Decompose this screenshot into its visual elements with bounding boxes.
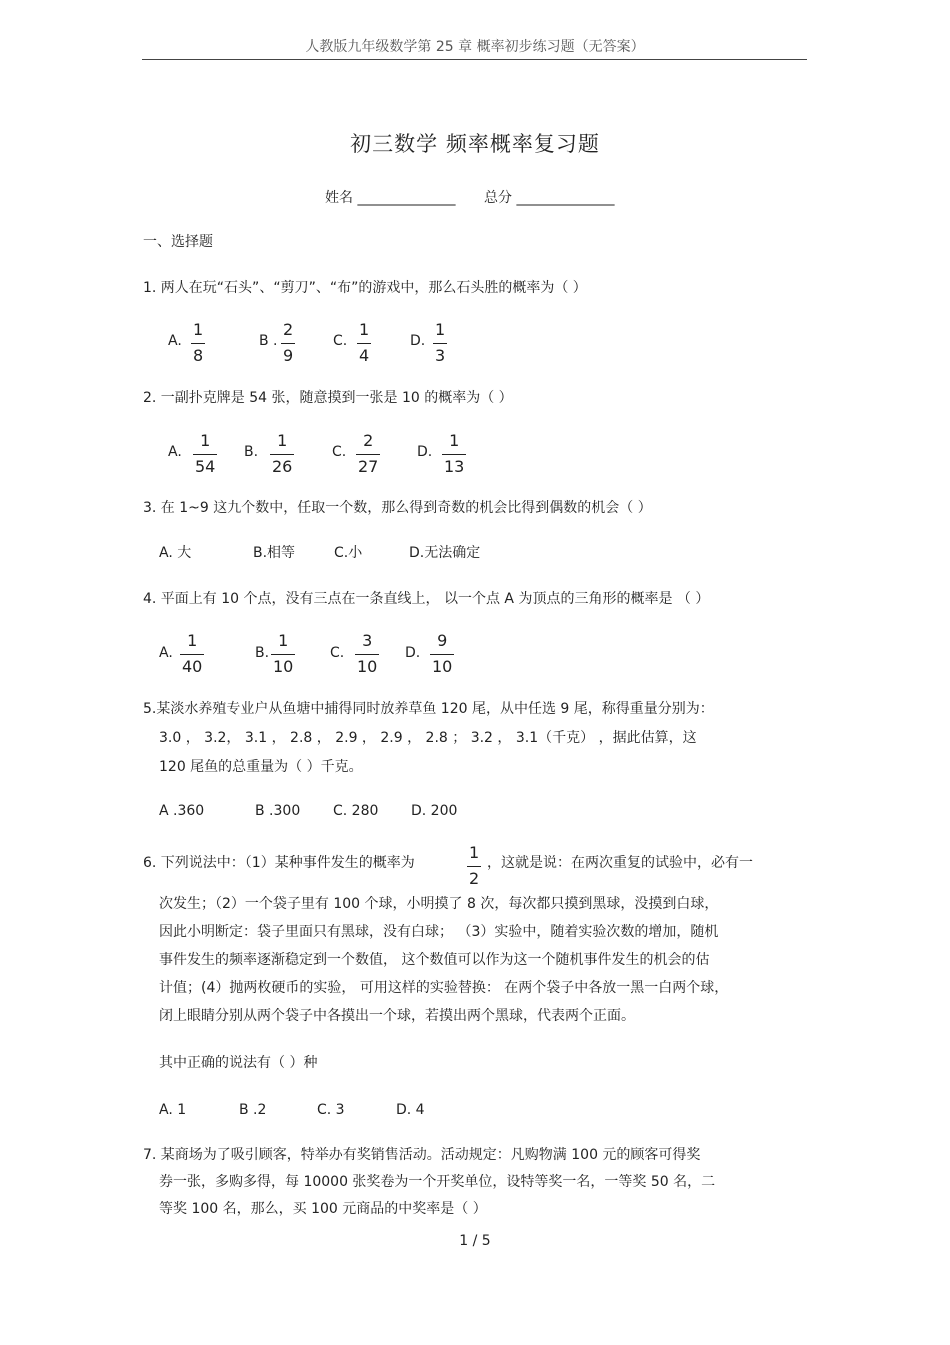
page-title: 初三数学 频率概率复习题 bbox=[350, 132, 600, 156]
question-6-prompt: 其中正确的说法有（ ）种 bbox=[159, 1055, 318, 1071]
q2-option-c-label: C. bbox=[332, 444, 347, 460]
q4-option-d-fraction: 9 10 bbox=[432, 631, 453, 676]
question-7-line-1: 7. 某商场为了吸引顾客，特举办有奖销售活动。活动规定：凡购物满 100 元的顾客可得奖 bbox=[143, 1147, 701, 1163]
q4-option-c-label: C. bbox=[330, 645, 345, 661]
question-6-line-3: 因此小明断定：袋子里面只有黑球，没有白球； （3）实验中，随着实验次数的增加，随机 bbox=[159, 924, 719, 940]
q5-option-b: B .300 bbox=[255, 803, 301, 819]
question-5-line-3: 120 尾鱼的总重量为（ ）千克。 bbox=[159, 759, 363, 775]
q6-option-c: C. 3 bbox=[317, 1102, 345, 1118]
q4-option-c-fraction: 3 10 bbox=[357, 631, 378, 676]
question-7-line-2: 券一张，多购多得，每 10000 张奖卷为一个开奖单位，设特等奖一名，一等奖 50 名，二 bbox=[159, 1174, 716, 1190]
q1-option-c-label: C. bbox=[333, 333, 348, 349]
q4-option-b-fraction: 1 10 bbox=[273, 631, 294, 676]
header-rule bbox=[142, 59, 807, 60]
question-2: 2. 一副扑克牌是 54 张，随意摸到一张是 10 的概率为（ ） bbox=[143, 390, 513, 406]
q4-option-d-label: D. bbox=[405, 645, 421, 661]
q5-option-d: D. 200 bbox=[411, 803, 458, 819]
q1-option-d-fraction: 1 3 bbox=[435, 320, 446, 365]
q2-option-d-fraction: 1 13 bbox=[444, 431, 465, 476]
question-1: 1. 两人在玩“石头”、“剪刀”、“布”的游戏中，那么石头胜的概率为（ ） bbox=[143, 280, 587, 296]
q2-option-c-fraction: 2 27 bbox=[358, 431, 379, 476]
question-6-line-6: 闭上眼睛分别从两个袋子中各摸出一个球，若摸出两个黑球，代表两个正面。 bbox=[159, 1008, 635, 1024]
score-line: 总分 ______________ bbox=[484, 190, 615, 206]
q4-option-b-label: B. bbox=[255, 645, 270, 661]
section-heading: 一、选择题 bbox=[143, 234, 213, 250]
q3-option-a: A. 大 bbox=[159, 545, 192, 561]
question-6-line-5: 计值；(4）抛两枚硬币的实验， 可用这样的实验替换： 在两个袋子中各放一黑一白两个球， bbox=[159, 980, 729, 996]
q6-fraction: 1 2 bbox=[469, 843, 480, 888]
q2-option-b-fraction: 1 26 bbox=[272, 431, 293, 476]
q1-option-a-label: A. bbox=[168, 333, 182, 349]
q5-option-a: A .360 bbox=[159, 803, 205, 819]
q4-option-a-label: A. bbox=[159, 645, 173, 661]
q5-option-c: C. 280 bbox=[333, 803, 379, 819]
running-header: 人教版九年级数学第 25 章 概率初步练习题（无答案） bbox=[305, 39, 645, 55]
page-number: 1 / 5 bbox=[459, 1233, 491, 1249]
question-6-line-4: 事件发生的频率逐渐稳定到一个数值， 这个数值可以作为这一个随机事件发生的机会的估 bbox=[159, 952, 710, 968]
q2-option-a-label: A. bbox=[168, 444, 182, 460]
q6-option-a: A. 1 bbox=[159, 1102, 187, 1118]
q1-option-a-fraction: 1 8 bbox=[193, 320, 204, 365]
question-3: 3. 在 1~9 这九个数中，任取一个数，那么得到奇数的机会比得到偶数的机会（ ） bbox=[143, 500, 652, 516]
q2-option-b-label: B. bbox=[244, 444, 259, 460]
q4-option-a-fraction: 1 40 bbox=[182, 631, 203, 676]
q6-option-d: D. 4 bbox=[396, 1102, 425, 1118]
q1-option-d-label: D. bbox=[410, 333, 426, 349]
q1-option-b-fraction: 2 9 bbox=[283, 320, 294, 365]
q6-option-b: B .2 bbox=[239, 1102, 267, 1118]
question-4: 4. 平面上有 10 个点，没有三点在一条直线上， 以一个点 A 为顶点的三角形的概率是 （ ） bbox=[143, 591, 710, 607]
question-6-line-1-end: ，这就是说：在两次重复的试验中，必有一 bbox=[487, 855, 753, 871]
q3-option-b: B.相等 bbox=[253, 545, 296, 561]
q3-option-d: D.无法确定 bbox=[409, 545, 481, 561]
q3-option-c: C.小 bbox=[334, 545, 363, 561]
q1-option-b-label: B . bbox=[259, 333, 278, 349]
question-5-line-2: 3.0 ， 3.2， 3.1 ， 2.8 ， 2.9 ， 2.9 ， 2.8 ； 3.2 ， 3.1（千克） ，据此估算，这 bbox=[159, 730, 697, 746]
question-6-line-1-start: 6. 下列说法中：（1）某种事件发生的概率为 bbox=[143, 855, 415, 871]
question-7-line-3: 等奖 100 名，那么，买 100 元商品的中奖率是（ ） bbox=[159, 1201, 487, 1217]
q2-option-a-fraction: 1 54 bbox=[195, 431, 216, 476]
name-line: 姓名 ______________ bbox=[325, 190, 456, 206]
question-5-line-1: 5.某淡水养殖专业户从鱼塘中捕得同时放养草鱼 120 尾，从中任选 9 尾，称得重量分别为： bbox=[143, 701, 714, 717]
q2-option-d-label: D. bbox=[417, 444, 433, 460]
question-6-line-2: 次发生；（2）一个袋子里有 100 个球，小明摸了 8 次，每次都只摸到黑球，没摸到白球， bbox=[159, 896, 719, 912]
q1-option-c-fraction: 1 4 bbox=[359, 320, 370, 365]
